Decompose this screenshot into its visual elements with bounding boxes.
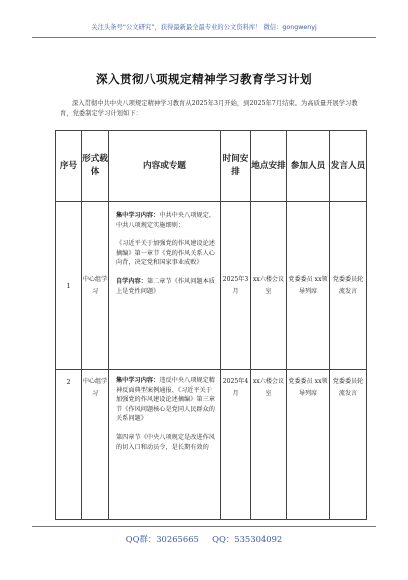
- row-form: 中心组学习: [82, 370, 109, 520]
- header-promo: 关注头条号“公文研究”，获得最新最全最专业的公文资料库！ 微信：gongwenyj: [91, 24, 317, 31]
- study-plan-table: [55, 130, 367, 520]
- footer-contact: [0, 533, 408, 545]
- focus-text: 违反中央八项规定精神反面典型案例通报、《习近平关于加强党的作风建设论述摘编》第三章节《作风问题核心是党同人民群众的关系问题》: [116, 377, 215, 423]
- self-text: 第四章节《中央八项规定是改进作风的切入口和动员令，是长期有效的: [116, 433, 215, 451]
- row-time: 2025年4月: [221, 370, 251, 520]
- header-participants: 参加人员: [287, 131, 330, 202]
- table-row: [56, 370, 367, 520]
- self-label: 自学内容：: [116, 277, 147, 285]
- document-title: 深入贯彻八项规定精神学习教育学习计划: [96, 72, 312, 86]
- focus-label: 集中学习内容：: [116, 212, 160, 219]
- row-time: 2025年3月: [221, 202, 251, 370]
- intro-paragraph: 深入贯彻中共中央八项规定精神学习教育从2025年3月开始，到2025年7月结束。为高质量开展学习教育，党委制定学习计划如下：: [60, 100, 358, 117]
- row-speakers: 党委委员轮流发言: [330, 202, 367, 370]
- row-place: xx六楼会议室: [251, 202, 287, 370]
- focus-study: [116, 376, 216, 424]
- footer-qq: QQ：535304092: [212, 534, 283, 544]
- row-no: 1: [56, 202, 82, 370]
- row-place: xx六楼会议室: [251, 370, 287, 520]
- header-time: 时间安排: [221, 131, 251, 202]
- focus-label: 集中学习内容：: [116, 377, 160, 384]
- row-participants: 党委委员 xx领导列席: [287, 202, 330, 370]
- focus-study: [116, 211, 216, 230]
- self-study: [116, 277, 216, 296]
- row-content: [109, 202, 221, 370]
- row-participants: 党委委员 xx领导列席: [287, 370, 330, 520]
- header-no: 序号: [56, 131, 82, 202]
- row-content: [109, 370, 221, 520]
- focus-text: 中共中央八项规定、中共八项规定实施细则；: [116, 212, 215, 229]
- book-text: 《习近平关于加强党的作风建设论述摘编》第一章节《党的作风关系人心向背，决定党和国家事业成败》: [116, 240, 215, 267]
- self-text: 第二章节《作风问题本质上是党性问题》: [116, 277, 215, 295]
- header-place: 地点安排: [251, 131, 287, 202]
- header-form: 形式载体: [82, 131, 109, 202]
- header-content: 内容或专题: [109, 131, 221, 202]
- row-speakers: 党委委员轮流发言: [330, 370, 367, 520]
- header-divider: [32, 37, 376, 38]
- footer-qq-group: QQ群：30265665: [125, 534, 199, 544]
- header-speakers: 发言人员: [330, 131, 367, 202]
- row-form: 中心组学习: [82, 202, 109, 370]
- footer-divider: [32, 526, 376, 527]
- table-header-row: [56, 131, 367, 202]
- table-row: [56, 202, 367, 370]
- row-no: 2: [56, 370, 82, 520]
